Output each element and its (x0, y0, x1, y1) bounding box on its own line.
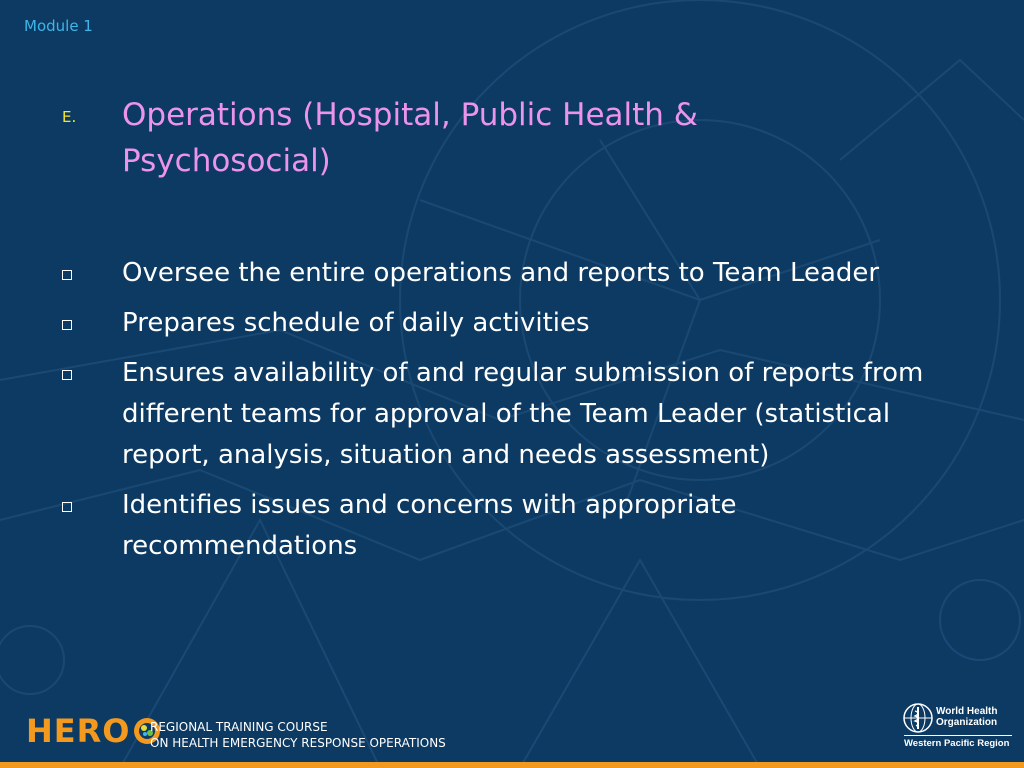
square-bullet-icon (62, 370, 72, 380)
who-region: Western Pacific Region (904, 738, 1010, 749)
bullet-list (62, 253, 982, 576)
who-name (936, 706, 997, 728)
course-title (150, 719, 446, 751)
hero-logo (26, 712, 162, 750)
who-divider (904, 735, 1012, 736)
course-title-line1: REGIONAL TRAINING COURSE (150, 720, 328, 734)
square-bullet-icon (62, 270, 72, 280)
bullet-text: Oversee the entire operations and reports to Team Leader (122, 258, 880, 288)
footer-accent-line (0, 762, 1024, 768)
bullet-text: Identifies issues and concerns with appropriate recommendations (122, 490, 737, 561)
bullet-item (62, 353, 982, 476)
square-bullet-icon (62, 320, 72, 330)
hero-logo-text: HERO (26, 712, 131, 750)
bullet-item (62, 253, 982, 294)
bullet-text: Prepares schedule of daily activities (122, 308, 590, 338)
heading-title: Operations (Hospital, Public Health & Psychosocial) (122, 97, 698, 179)
course-title-line2: ON HEALTH EMERGENCY RESPONSE OPERATIONS (150, 736, 446, 750)
who-name-line1: World Health (936, 706, 998, 717)
square-bullet-icon (62, 502, 72, 512)
bullet-item (62, 303, 982, 344)
who-emblem-icon (902, 702, 934, 734)
who-logo (902, 702, 1014, 756)
heading-letter: E. (62, 108, 77, 126)
bullet-text: Ensures availability of and regular submission of reports from different teams for approval of the Team Leader (statistical report, analysis, situation and needs assessment) (122, 358, 924, 470)
who-name-line2: Organization (936, 717, 998, 728)
bullet-item (62, 485, 982, 567)
module-label: Module 1 (24, 17, 93, 35)
